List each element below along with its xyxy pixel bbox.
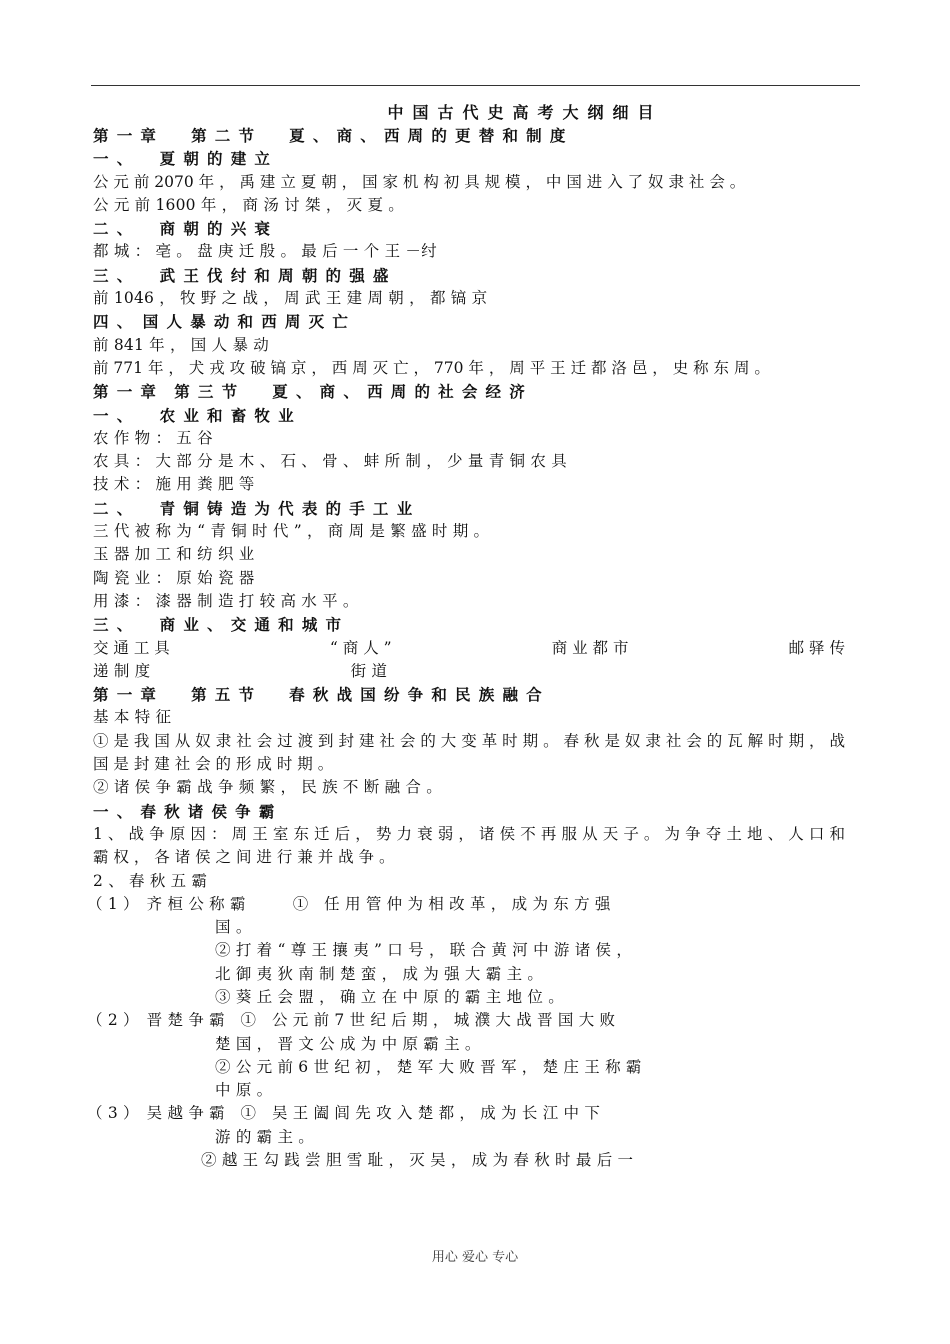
text-fragment: 邮 驿 传 xyxy=(788,638,845,657)
section-heading: 一 、 夏 朝 的 建 立 xyxy=(93,149,272,169)
section-heading: 四 、 国 人 暴 动 和 西 周 灭 亡 xyxy=(93,312,350,332)
section-heading: 三 、 商 业 、 交 通 和 城 市 xyxy=(93,615,343,635)
list-item: 中 原 。 xyxy=(215,1081,273,1100)
list-item: 楚 国 ， 晋 文 公 成 为 中 原 霸 主 。 xyxy=(215,1034,481,1053)
list-item: 国 。 xyxy=(215,918,252,937)
section-heading: 一 、 春 秋 诸 侯 争 霸 xyxy=(93,801,276,821)
document-body xyxy=(87,124,845,1172)
text-fragment: 街 道 xyxy=(350,661,388,680)
section-heading: 三 、 武 王 伐 纣 和 周 朝 的 强 盛 xyxy=(93,265,390,285)
paragraph: 农 具 ： 大 部 分 是 木 、 石 、 骨 、 蚌 所 制 ， 少 量 青 铜 农 具 xyxy=(93,452,567,471)
paragraph: 技 术 ： 施 用 粪 肥 等 xyxy=(93,475,255,494)
paragraph: 公 元 前 1600 年 ， 商 汤 讨 桀 ， 灭 夏 。 xyxy=(93,195,404,214)
section-heading: 二 、 青 铜 铸 造 为 代 表 的 手 工 业 xyxy=(93,498,414,518)
list-item: ② 打 着 “ 尊 王 攘 夷 ” 口 号 ， 联 合 黄 河 中 游 诸 侯 ， xyxy=(215,941,633,960)
text-fragment: 递 制 度 xyxy=(93,661,151,680)
paragraph: 前 771 年 ， 犬 戎 攻 破 镐 京 ， 西 周 灭 亡 ， 770 年 ， 周 平 王 迁 都 洛 邑 ， 史 称 东 周 。 xyxy=(93,358,770,377)
text-fragment: 交 通 工 具 xyxy=(93,638,170,657)
paragraph xyxy=(93,660,845,683)
page-footer: 用心 爱心 专心 xyxy=(431,1250,519,1265)
text-fragment: 商 业 都 市 xyxy=(551,638,629,657)
list-item: 游 的 霸 主 。 xyxy=(215,1127,315,1146)
paragraph: 都 城 ： 亳 。 盘 庚 迁 殷 。 最 后 一 个 王 －纣 xyxy=(93,242,437,261)
list-item: ② 越 王 勾 践 尝 胆 雪 耻 ， 灭 吴 ， 成 为 春 秋 时 最 后 一 xyxy=(201,1151,634,1170)
paragraph: 前 1046 ， 牧 野 之 战 ， 周 武 王 建 周 朝 ， 都 镐 京 xyxy=(93,289,488,308)
paragraph: ① 是 我 国 从 奴 隶 社 会 过 渡 到 封 建 社 会 的 大 变 革 时 期 。 春 秋 是 奴 隶 社 会 的 瓦 解 时 期 ， 战 国 是 封 建 社 会 的 形 成 时 期 。 xyxy=(93,731,845,774)
list-item: 北 御 夷 狄 南 制 楚 蛮 ， 成 为 强 大 霸 主 。 xyxy=(215,964,544,983)
paragraph: 玉 器 加 工 和 纺 织 业 xyxy=(93,545,255,564)
section-heading: 二 、 商 朝 的 兴 衰 xyxy=(93,219,272,239)
paragraph: ② 诸 侯 争 霸 战 争 频 繁 ， 民 族 不 断 融 合 。 xyxy=(93,778,442,797)
paragraph: 陶 瓷 业 ： 原 始 瓷 器 xyxy=(93,568,255,587)
header-rule xyxy=(91,85,860,86)
paragraph: 1 、 战 争 原 因 ： 周 王 室 东 迁 后 ， 势 力 衰 弱 ， 诸 侯 不 再 服 从 天 子 。 为 争 夺 土 地 、 人 口 和 霸 权 ， 各 诸 侯 之 间 进 行 兼 并 战 争 。 xyxy=(93,824,845,867)
list-item: ③ 葵 丘 会 盟 ， 确 立 在 中 原 的 霸 主 地 位 。 xyxy=(215,987,564,1006)
paragraph: 三 代 被 称 为 “ 青 铜 时 代 ” ， 商 周 是 繁 盛 时 期 。 xyxy=(93,522,490,541)
paragraph: 前 841 年 ， 国 人 暴 动 xyxy=(93,335,269,354)
paragraph xyxy=(93,637,845,660)
page-title: 中国古代史高考大纲细目 xyxy=(387,103,663,122)
list-item: （ 2 ） 晋 楚 争 霸 ① 公 元 前 7 世 纪 后 期 ， 城 濮 大 战 晋 国 大 败 xyxy=(87,1011,616,1030)
chapter-heading: 第 一 章 第 五 节 春 秋 战 国 纷 争 和 民 族 融 合 xyxy=(93,685,544,705)
paragraph: 用 漆 ： 漆 器 制 造 打 较 高 水 平 。 xyxy=(93,591,359,610)
paragraph: 农 作 物 ： 五 谷 xyxy=(93,428,213,447)
list-item: ② 公 元 前 6 世 纪 初 ， 楚 军 大 败 晋 军 ， 楚 庄 王 称 霸 xyxy=(215,1057,642,1076)
paragraph: 公 元 前 2070 年 ， 禹 建 立 夏 朝 ， 国 家 机 构 初 具 规 模 ， 中 国 进 入 了 奴 隶 社 会 。 xyxy=(93,172,746,191)
paragraph: 2 、 春 秋 五 霸 xyxy=(93,871,208,890)
chapter-heading: 第 一 章 第 三 节 夏 、 商 、 西 周 的 社 会 经 济 xyxy=(93,382,527,402)
chapter-heading: 第 一 章 第 二 节 夏 、 商 、 西 周 的 更 替 和 制 度 xyxy=(93,126,567,145)
text-fragment: “ 商 人 ” xyxy=(329,638,392,657)
list-item: （ 1 ） 齐 桓 公 称 霸 ① 任 用 管 仲 为 相 改 革 ， 成 为 东 方 强 xyxy=(87,894,611,913)
list-item: （ 3 ） 吴 越 争 霸 ① 吴 王 阖 闾 先 攻 入 楚 都 ， 成 为 长 江 中 下 xyxy=(87,1104,601,1123)
paragraph: 基 本 特 征 xyxy=(93,708,172,727)
section-heading: 一 、 农 业 和 畜 牧 业 xyxy=(93,405,296,425)
